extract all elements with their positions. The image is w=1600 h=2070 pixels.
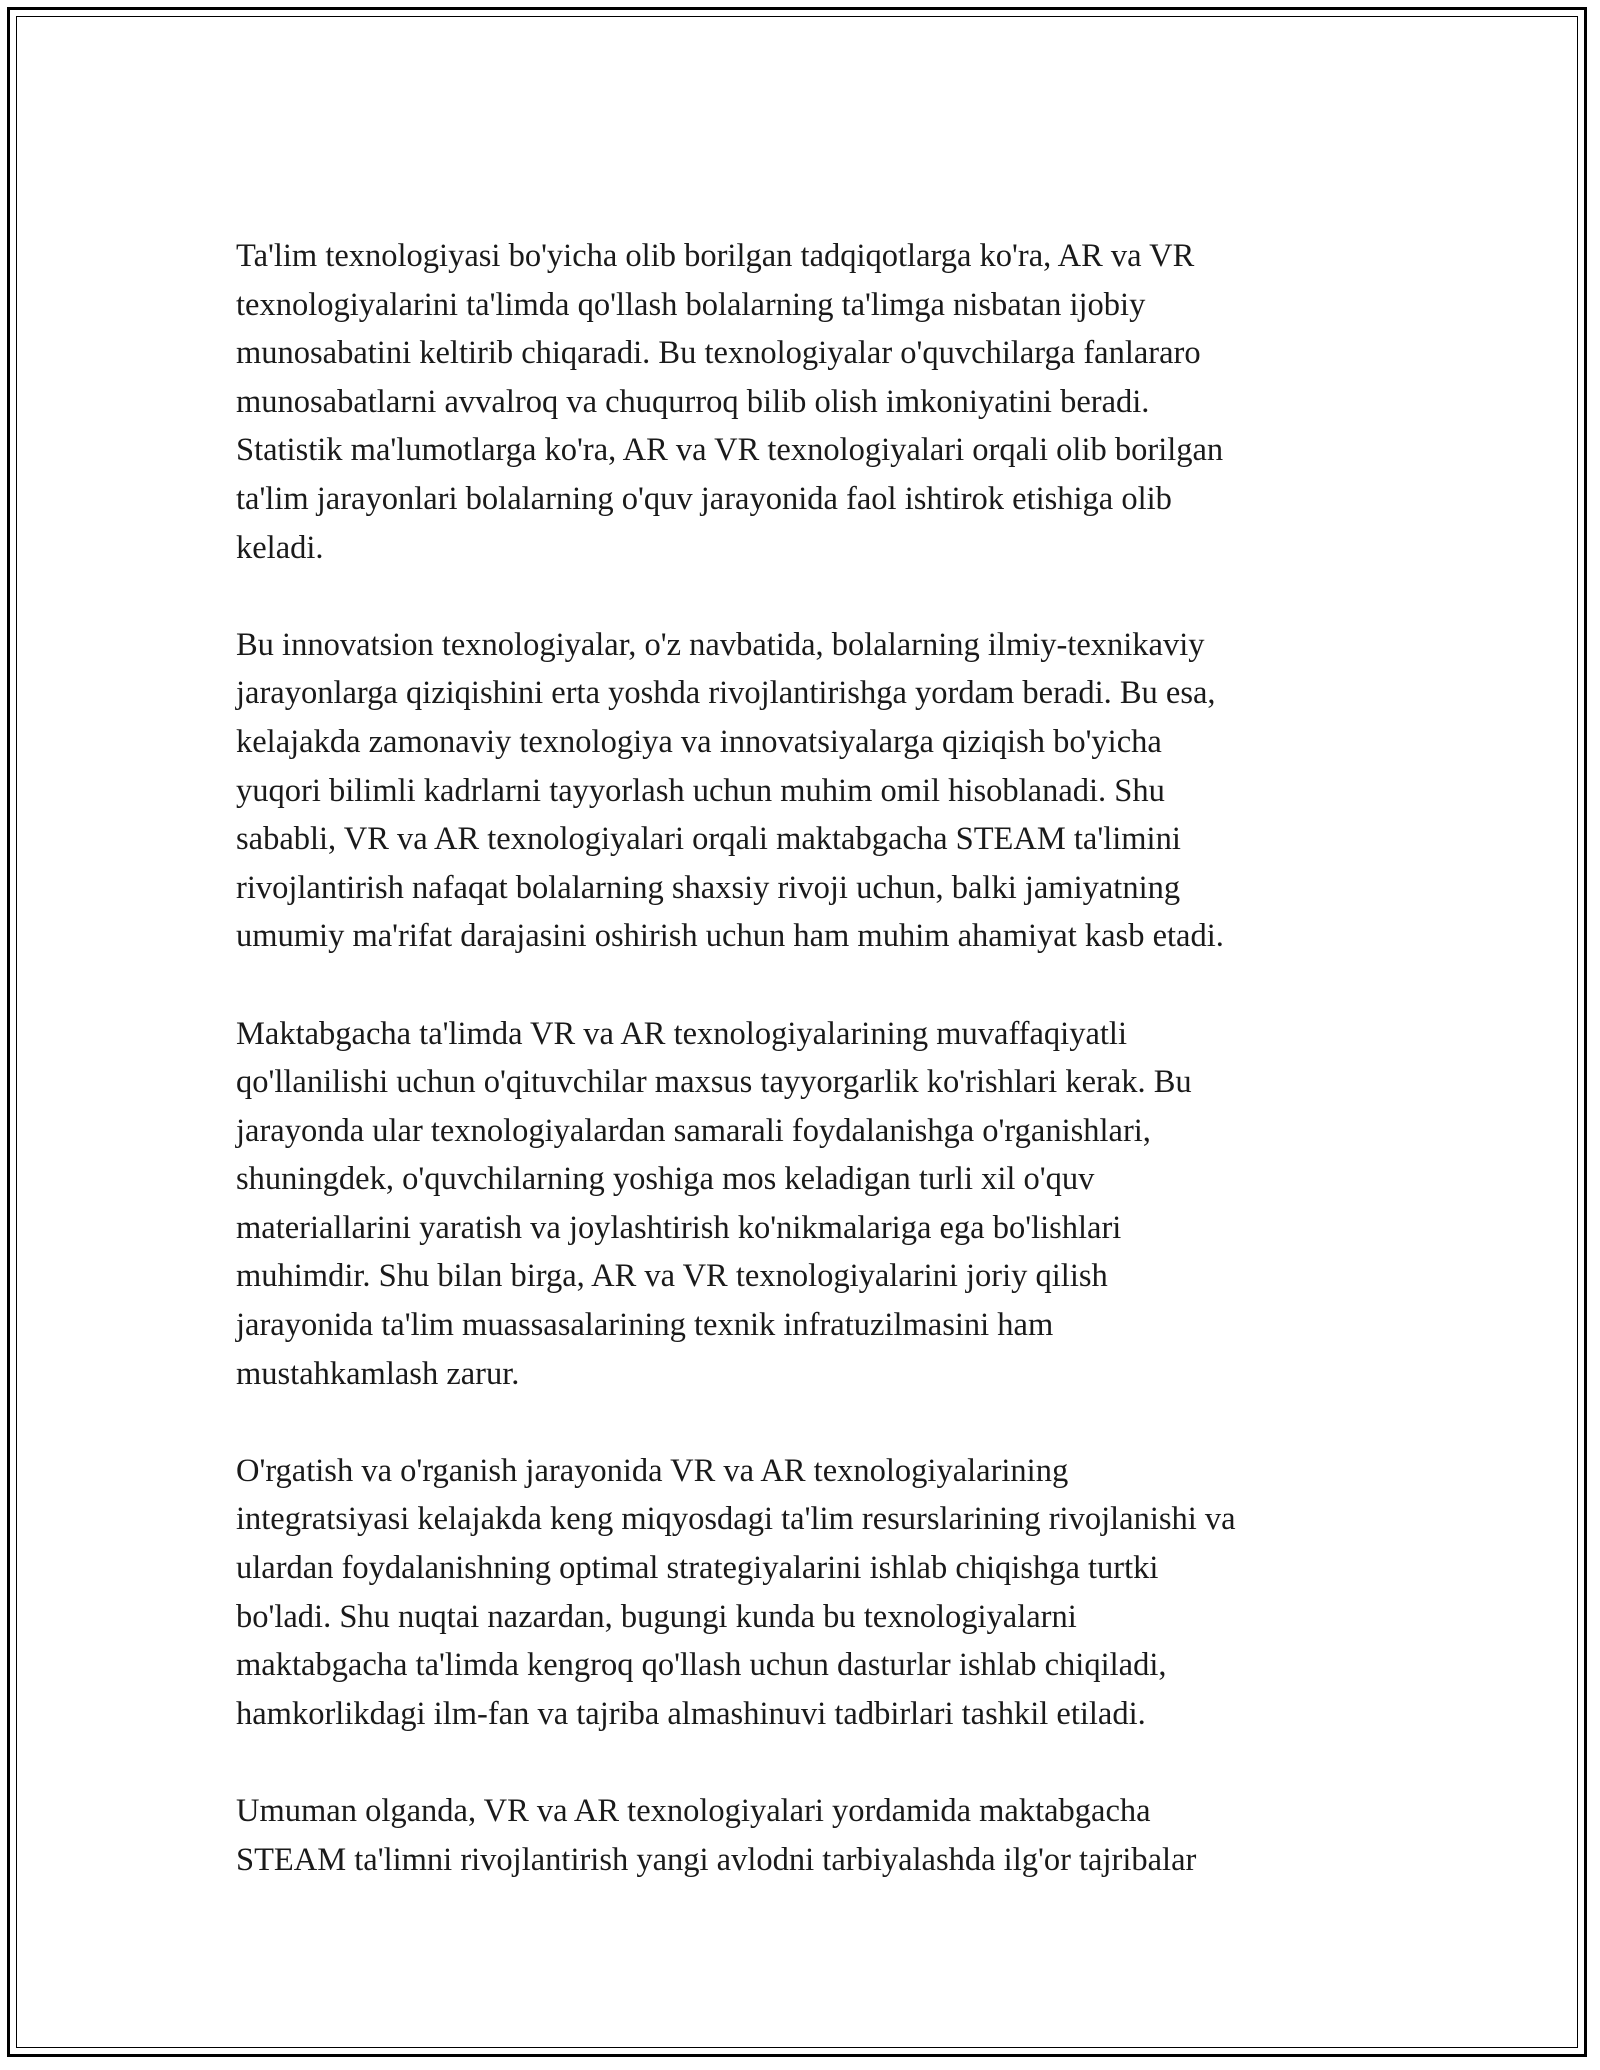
text-line: qo'llanilishi uchun o'qituvchilar maxsus tayyorgarlik ko'rishlari kerak. Bu <box>236 1064 1192 1101</box>
text-line: mustahkamlash zarur. <box>236 1355 520 1392</box>
paragraph-5 <box>236 1787 1376 1884</box>
text-line: O'rgatish va o'rganish jarayonida VR va AR texnologiyalarining <box>236 1452 1069 1489</box>
text-line: Bu innovatsion texnologiyalar, o'z navbatida, bolalarning ilmiy-texnikaviy <box>236 626 1205 663</box>
text-line: ta'lim jarayonlari bolalarning o'quv jarayonida faol ishtirok etishiga olib <box>236 480 1172 517</box>
text-line: kelajakda zamonaviy texnologiya va innovatsiyalarga qiziqish bo'yicha <box>236 723 1162 760</box>
text-line: texnologiyalarini ta'limda qo'llash bolalarning ta'limga nisbatan ijobiy <box>236 286 1146 323</box>
paragraph-3 <box>236 1010 1376 1399</box>
text-line: ulardan foydalanishning optimal strategiyalarini ishlab chiqishga turtki <box>236 1550 1159 1587</box>
text-line: Maktabgacha ta'limda VR va AR texnologiyalarining muvaffaqiyatli <box>236 1015 1127 1052</box>
paragraph-4 <box>236 1447 1376 1739</box>
text-line: jarayonda ular texnologiyalardan samarali foydalanishga o'rganishlari, <box>236 1112 1151 1149</box>
text-line: materiallarini yaratish va joylashtirish ko'nikmalariga ega bo'lishlari <box>236 1209 1122 1246</box>
text-line: Ta'lim texnologiyasi bo'yicha olib borilgan tadqiqotlarga ko'ra, AR va VR <box>236 238 1195 274</box>
text-line: integratsiyasi kelajakda keng miqyosdagi ta'lim resurslarining rivojlanishi va <box>236 1501 1236 1538</box>
document-body <box>236 232 1376 1933</box>
paragraph-2 <box>236 621 1376 961</box>
text-line: munosabatlarni avvalroq va chuqurroq bilib olish imkoniyatini beradi. <box>236 383 1150 420</box>
paragraph-1 <box>236 232 1376 572</box>
text-line: shuningdek, o'quvchilarning yoshiga mos keladigan turli xil o'quv <box>236 1161 1095 1198</box>
text-line: munosabatini keltirib chiqaradi. Bu texnologiyalar o'quvchilarga fanlararo <box>236 335 1201 372</box>
text-line: STEAM ta'limni rivojlantirish yangi avlodni tarbiyalashda ilg'or tajribalar <box>236 1841 1197 1878</box>
text-line: jarayonlarga qiziqishini erta yoshda rivojlantirishga yordam beradi. Bu esa, <box>236 675 1216 712</box>
text-line: muhimdir. Shu bilan birga, AR va VR texnologiyalarini joriy qilish <box>236 1258 1108 1295</box>
text-line: keladi. <box>236 529 324 566</box>
text-line: Statistik ma'lumotlarga ko'ra, AR va VR texnologiyalari orqali olib borilgan <box>236 432 1224 469</box>
text-line: umumiy ma'rifat darajasini oshirish uchun ham muhim ahamiyat kasb etadi. <box>236 918 1224 955</box>
text-line: jarayonida ta'lim muassasalarining texnik infratuzilmasini ham <box>236 1307 1054 1344</box>
text-line: Umuman olganda, VR va AR texnologiyalari yordamida maktabgacha <box>236 1793 1151 1829</box>
text-line: hamkorlikdagi ilm-fan va tajriba almashinuvi tadbirlari tashkil etiladi. <box>236 1695 1146 1732</box>
text-line: sababli, VR va AR texnologiyalari orqali maktabgacha STEAM ta'limini <box>236 821 1181 858</box>
text-line: yuqori bilimli kadrlarni tayyorlash uchun muhim omil hisoblanadi. Shu <box>236 772 1165 809</box>
text-line: maktabgacha ta'limda kengroq qo'llash uchun dasturlar ishlab chiqiladi, <box>236 1647 1167 1684</box>
text-line: rivojlantirish nafaqat bolalarning shaxsiy rivoji uchun, balki jamiyatning <box>236 869 1181 906</box>
text-line: bo'ladi. Shu nuqtai nazardan, bugungi kunda bu texnologiyalarni <box>236 1598 1077 1635</box>
